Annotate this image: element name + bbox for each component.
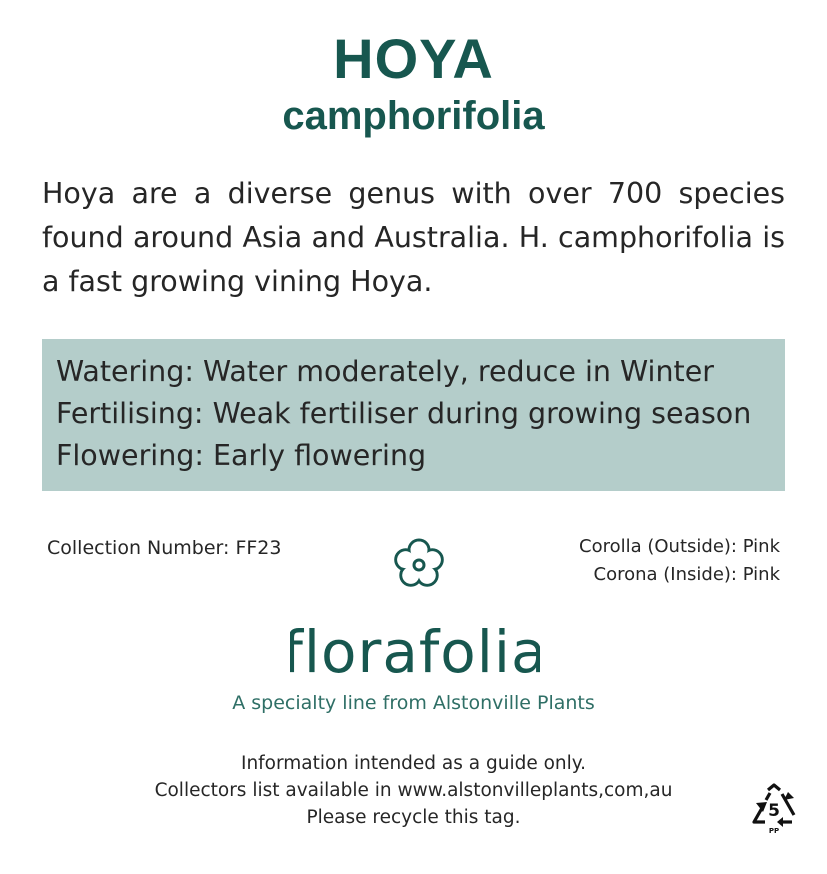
flowering-instruction: Flowering: Early flowering	[56, 439, 427, 472]
footer-disclaimer	[0, 750, 827, 831]
recycle-material: PP	[768, 827, 780, 835]
footer-line-collectors: Collectors list available in www.alstonvilleplants,com,au	[154, 780, 673, 801]
recycle-code: 5	[768, 801, 780, 821]
footer-line-recycle: Please recycle this tag.	[306, 807, 521, 828]
plant-description: Hoya are a diverse genus with over 700 species found around Asia and Australia. H. camphorifolia is a fast growing vining Hoya.	[42, 177, 785, 298]
watering-instruction: Watering: Water moderately, reduce in Winter	[56, 355, 714, 388]
brand-wordmark: florafolia	[290, 618, 540, 686]
corolla-colour: Corolla (Outside): Pink	[579, 536, 780, 557]
collection-number: Collection Number: FF23	[47, 537, 282, 559]
flower-colours	[579, 533, 780, 589]
recycle-5-pp-icon	[748, 782, 800, 836]
florafolia-logo	[290, 612, 540, 694]
brand-tagline: A specialty line from Alstonville Plants	[232, 692, 595, 714]
flower-icon	[389, 534, 449, 594]
corona-colour: Corona (Inside): Pink	[593, 564, 780, 585]
plant-genus-title: HOYA	[333, 27, 494, 90]
footer-line-guide: Information intended as a guide only.	[240, 753, 586, 774]
plant-species-subtitle: camphorifolia	[282, 94, 545, 138]
care-instructions-box	[42, 339, 785, 491]
fertilising-instruction: Fertilising: Weak fertiliser during growing season	[56, 397, 752, 430]
